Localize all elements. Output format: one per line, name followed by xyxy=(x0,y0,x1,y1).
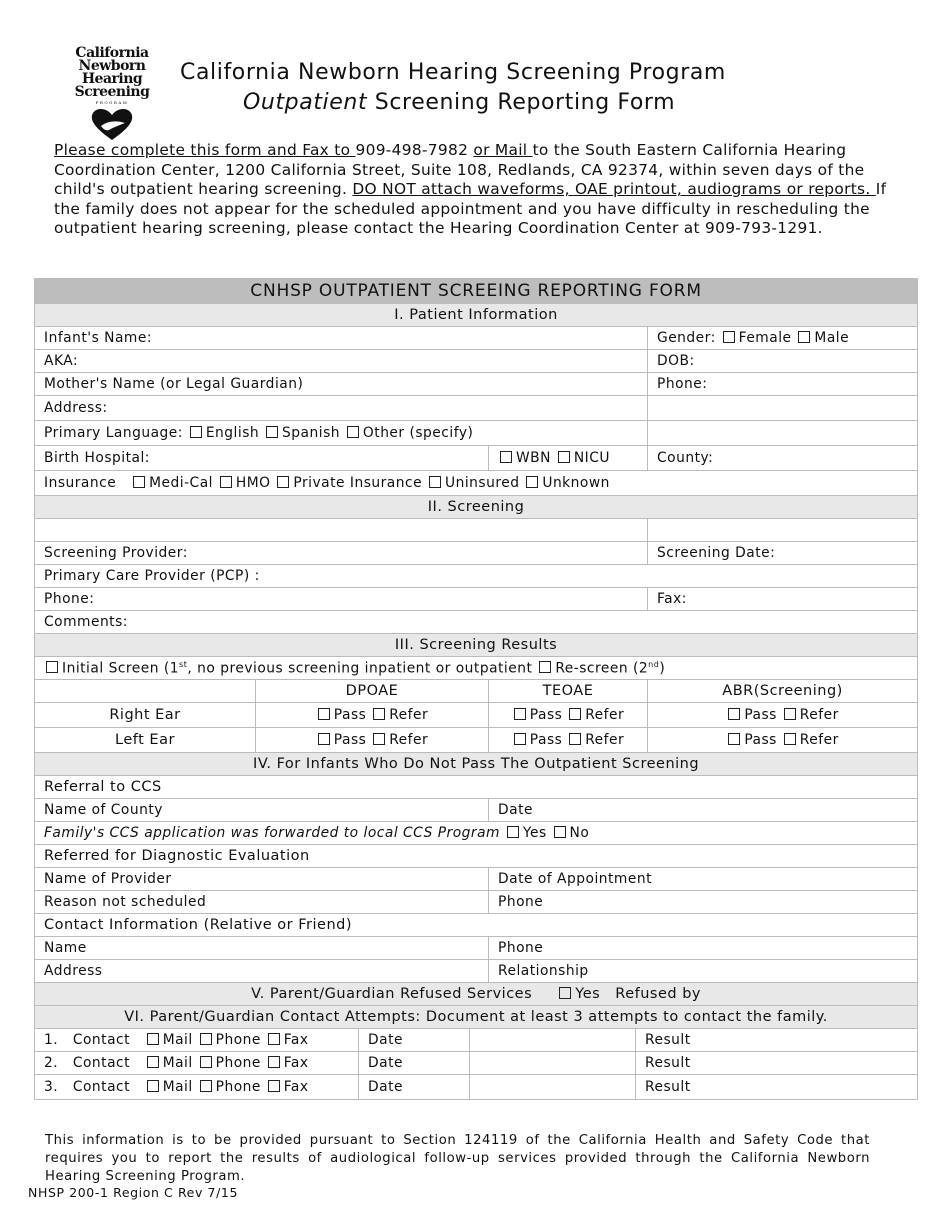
county-field[interactable]: County: xyxy=(648,446,918,471)
attempt-2-date-cont xyxy=(470,1052,636,1075)
right-dpoae-result[interactable]: Pass Refer xyxy=(256,703,489,728)
teoae-header: TEOAE xyxy=(489,680,648,703)
form-header: CNHSP OUTPATIENT SCREEING REPORTING FORM xyxy=(35,279,918,304)
gender-field[interactable]: Gender: Female Male xyxy=(648,327,918,350)
instructions: Please complete this form and Fax to 909-498-7982 or Mail to the South Eastern California Hearing Coordination Center, 1200 California Street, Suite 108, Redlands, CA 92374, within seven days of the child's outpatient hearing screening. DO NOT attach waveforms, OAE printout, audiograms or reports. If the family does not appear for the scheduled appointment and you have difficulty in rescheduling the outpatient hearing screening, please contact the Hearing Coordination Center at 909-793-1291. xyxy=(54,141,887,238)
english-checkbox[interactable] xyxy=(190,426,202,438)
male-checkbox[interactable] xyxy=(798,331,810,343)
private-insurance-checkbox[interactable] xyxy=(277,476,289,488)
spanish-checkbox[interactable] xyxy=(266,426,278,438)
reason-field[interactable]: Reason not scheduled xyxy=(35,891,489,914)
screening-provider-field[interactable]: Screening Provider: xyxy=(35,542,648,565)
infant-name-field[interactable]: Infant's Name: xyxy=(35,327,648,350)
no-checkbox[interactable] xyxy=(554,826,566,838)
diag-phone-field[interactable]: Phone xyxy=(489,891,918,914)
yes-checkbox[interactable] xyxy=(507,826,519,838)
logo-text: PROGRAM xyxy=(95,100,129,105)
attempt-2-result[interactable]: Result xyxy=(636,1052,918,1075)
refused-yes-checkbox[interactable] xyxy=(559,987,571,999)
pass-checkbox[interactable] xyxy=(318,708,330,720)
logo-text: Hearing xyxy=(81,71,143,87)
female-checkbox[interactable] xyxy=(723,331,735,343)
attempt-1-date-cont xyxy=(470,1029,636,1052)
insurance-field[interactable]: Insurance Medi-Cal HMO Private Insurance Uninsured Unknown xyxy=(35,471,918,496)
pcp-phone-field[interactable]: Phone: xyxy=(35,588,648,611)
fax-checkbox[interactable] xyxy=(268,1080,280,1092)
legal-notice: This information is to be provided pursuant to Section 124119 of the California Health and Safety Code that requires you to report the results of audiological follow-up services provided through the California Newborn Hearing Screening Program. xyxy=(45,1133,870,1184)
diagnostic-referral-label: Referred for Diagnostic Evaluation xyxy=(35,845,918,868)
attempt-3-date[interactable]: Date xyxy=(368,1079,403,1095)
uninsured-checkbox[interactable] xyxy=(429,476,441,488)
ccs-application-field[interactable]: Family's CCS application was forwarded to local CCS Program Yes No xyxy=(35,822,918,845)
ccs-referral-label: Referral to CCS xyxy=(35,776,918,799)
attempt-3-method[interactable]: 3. Contact Mail Phone Fax Date xyxy=(35,1075,470,1100)
mail-checkbox[interactable] xyxy=(147,1080,159,1092)
refer-checkbox[interactable] xyxy=(569,708,581,720)
pass-checkbox[interactable] xyxy=(514,708,526,720)
section-patient-info: I. Patient Information xyxy=(35,304,918,327)
left-dpoae-result[interactable]: Pass Refer xyxy=(256,728,489,753)
rescreen-checkbox[interactable] xyxy=(539,661,551,673)
form-title: California Newborn Hearing Screening Program xyxy=(180,60,726,85)
contact-info-label: Contact Information (Relative or Friend) xyxy=(35,914,918,937)
pass-checkbox[interactable] xyxy=(318,733,330,745)
pass-checkbox[interactable] xyxy=(728,733,740,745)
heart-hand-icon xyxy=(87,106,137,142)
section-not-pass: IV. For Infants Who Do Not Pass The Outpatient Screening xyxy=(35,753,918,776)
blank-cell xyxy=(648,421,918,446)
form-code: NHSP 200-1 Region C Rev 7/15 xyxy=(28,1185,239,1200)
county-name-field[interactable]: Name of County xyxy=(35,799,489,822)
attempt-1-method[interactable]: 1. Contact Mail Phone Fax Date xyxy=(35,1029,470,1052)
right-abr-result[interactable]: Pass Refer xyxy=(648,703,918,728)
nicu-checkbox[interactable] xyxy=(558,451,570,463)
pass-checkbox[interactable] xyxy=(728,708,740,720)
section-refused: V. Parent/Guardian Refused Services Yes Refused by xyxy=(35,983,918,1006)
screening-date-field[interactable]: Screening Date: xyxy=(648,542,918,565)
contact-name-field[interactable]: Name xyxy=(35,937,489,960)
phone-checkbox[interactable] xyxy=(200,1033,212,1045)
refer-checkbox[interactable] xyxy=(784,708,796,720)
attempt-3-date-cont xyxy=(470,1075,636,1100)
pcp-field[interactable]: Primary Care Provider (PCP) : xyxy=(35,565,918,588)
refer-checkbox[interactable] xyxy=(784,733,796,745)
medical-checkbox[interactable] xyxy=(133,476,145,488)
dpoae-header: DPOAE xyxy=(256,680,489,703)
provider-name-field[interactable]: Name of Provider xyxy=(35,868,489,891)
appointment-date-field[interactable]: Date of Appointment xyxy=(489,868,918,891)
mail-checkbox[interactable] xyxy=(147,1056,159,1068)
attempt-1-result[interactable]: Result xyxy=(636,1029,918,1052)
nursery-type-field[interactable]: WBN NICU xyxy=(489,446,648,471)
contact-phone-field[interactable]: Phone xyxy=(489,937,918,960)
attempt-2-date[interactable]: Date xyxy=(368,1055,403,1071)
language-field[interactable]: Primary Language: English Spanish Other (specify) xyxy=(35,421,648,446)
refer-checkbox[interactable] xyxy=(373,708,385,720)
abr-header: ABR(Screening) xyxy=(648,680,918,703)
phone-checkbox[interactable] xyxy=(200,1080,212,1092)
initial-screen-checkbox[interactable] xyxy=(46,661,58,673)
section-contact-attempts: VI. Parent/Guardian Contact Attempts: Document at least 3 attempts to contact the family. xyxy=(35,1006,918,1029)
form-subtitle: Outpatient Screening Reporting Form xyxy=(243,90,676,115)
attempt-1-date[interactable]: Date xyxy=(368,1032,403,1048)
blank-cell xyxy=(35,680,256,703)
birth-hospital-field[interactable]: Birth Hospital: xyxy=(35,446,489,471)
screen-type-field[interactable]: Initial Screen (1st, no previous screening inpatient or outpatient Re-screen (2nd) xyxy=(35,657,918,680)
refer-checkbox[interactable] xyxy=(373,733,385,745)
left-ear-label: Left Ear xyxy=(35,728,256,753)
blank-cell xyxy=(35,519,648,542)
section-screening-results: III. Screening Results xyxy=(35,634,918,657)
wbn-checkbox[interactable] xyxy=(500,451,512,463)
other-language-checkbox[interactable] xyxy=(347,426,359,438)
mother-name-field[interactable]: Mother's Name (or Legal Guardian) xyxy=(35,373,648,396)
address-field[interactable]: Address: xyxy=(35,396,648,421)
blank-cell xyxy=(648,519,918,542)
program-logo xyxy=(72,47,152,142)
fax-checkbox[interactable] xyxy=(268,1033,280,1045)
right-teoae-result[interactable]: Pass Refer xyxy=(489,703,648,728)
comments-field[interactable]: Comments: xyxy=(35,611,918,634)
hmo-checkbox[interactable] xyxy=(220,476,232,488)
unknown-checkbox[interactable] xyxy=(526,476,538,488)
pass-checkbox[interactable] xyxy=(514,733,526,745)
refer-checkbox[interactable] xyxy=(569,733,581,745)
blank-cell xyxy=(648,396,918,421)
phone-field[interactable]: Phone: xyxy=(648,373,918,396)
dob-field[interactable]: DOB: xyxy=(648,350,918,373)
pcp-fax-field[interactable]: Fax: xyxy=(648,588,918,611)
left-teoae-result[interactable]: Pass Refer xyxy=(489,728,648,753)
mail-checkbox[interactable] xyxy=(147,1033,159,1045)
section-screening: II. Screening xyxy=(35,496,918,519)
relationship-field[interactable]: Relationship xyxy=(489,960,918,983)
right-ear-label: Right Ear xyxy=(35,703,256,728)
attempt-2-method[interactable]: 2. Contact Mail Phone Fax Date xyxy=(35,1052,470,1075)
logo-text: Newborn xyxy=(78,58,146,74)
reporting-form xyxy=(34,278,918,1100)
left-abr-result[interactable]: Pass Refer xyxy=(648,728,918,753)
contact-address-field[interactable]: Address xyxy=(35,960,489,983)
attempt-3-result[interactable]: Result xyxy=(636,1075,918,1100)
logo-text: California xyxy=(75,45,149,61)
fax-checkbox[interactable] xyxy=(268,1056,280,1068)
logo-text: Screening xyxy=(74,84,150,100)
aka-field[interactable]: AKA: xyxy=(35,350,648,373)
ccs-date-field[interactable]: Date xyxy=(489,799,918,822)
phone-checkbox[interactable] xyxy=(200,1056,212,1068)
